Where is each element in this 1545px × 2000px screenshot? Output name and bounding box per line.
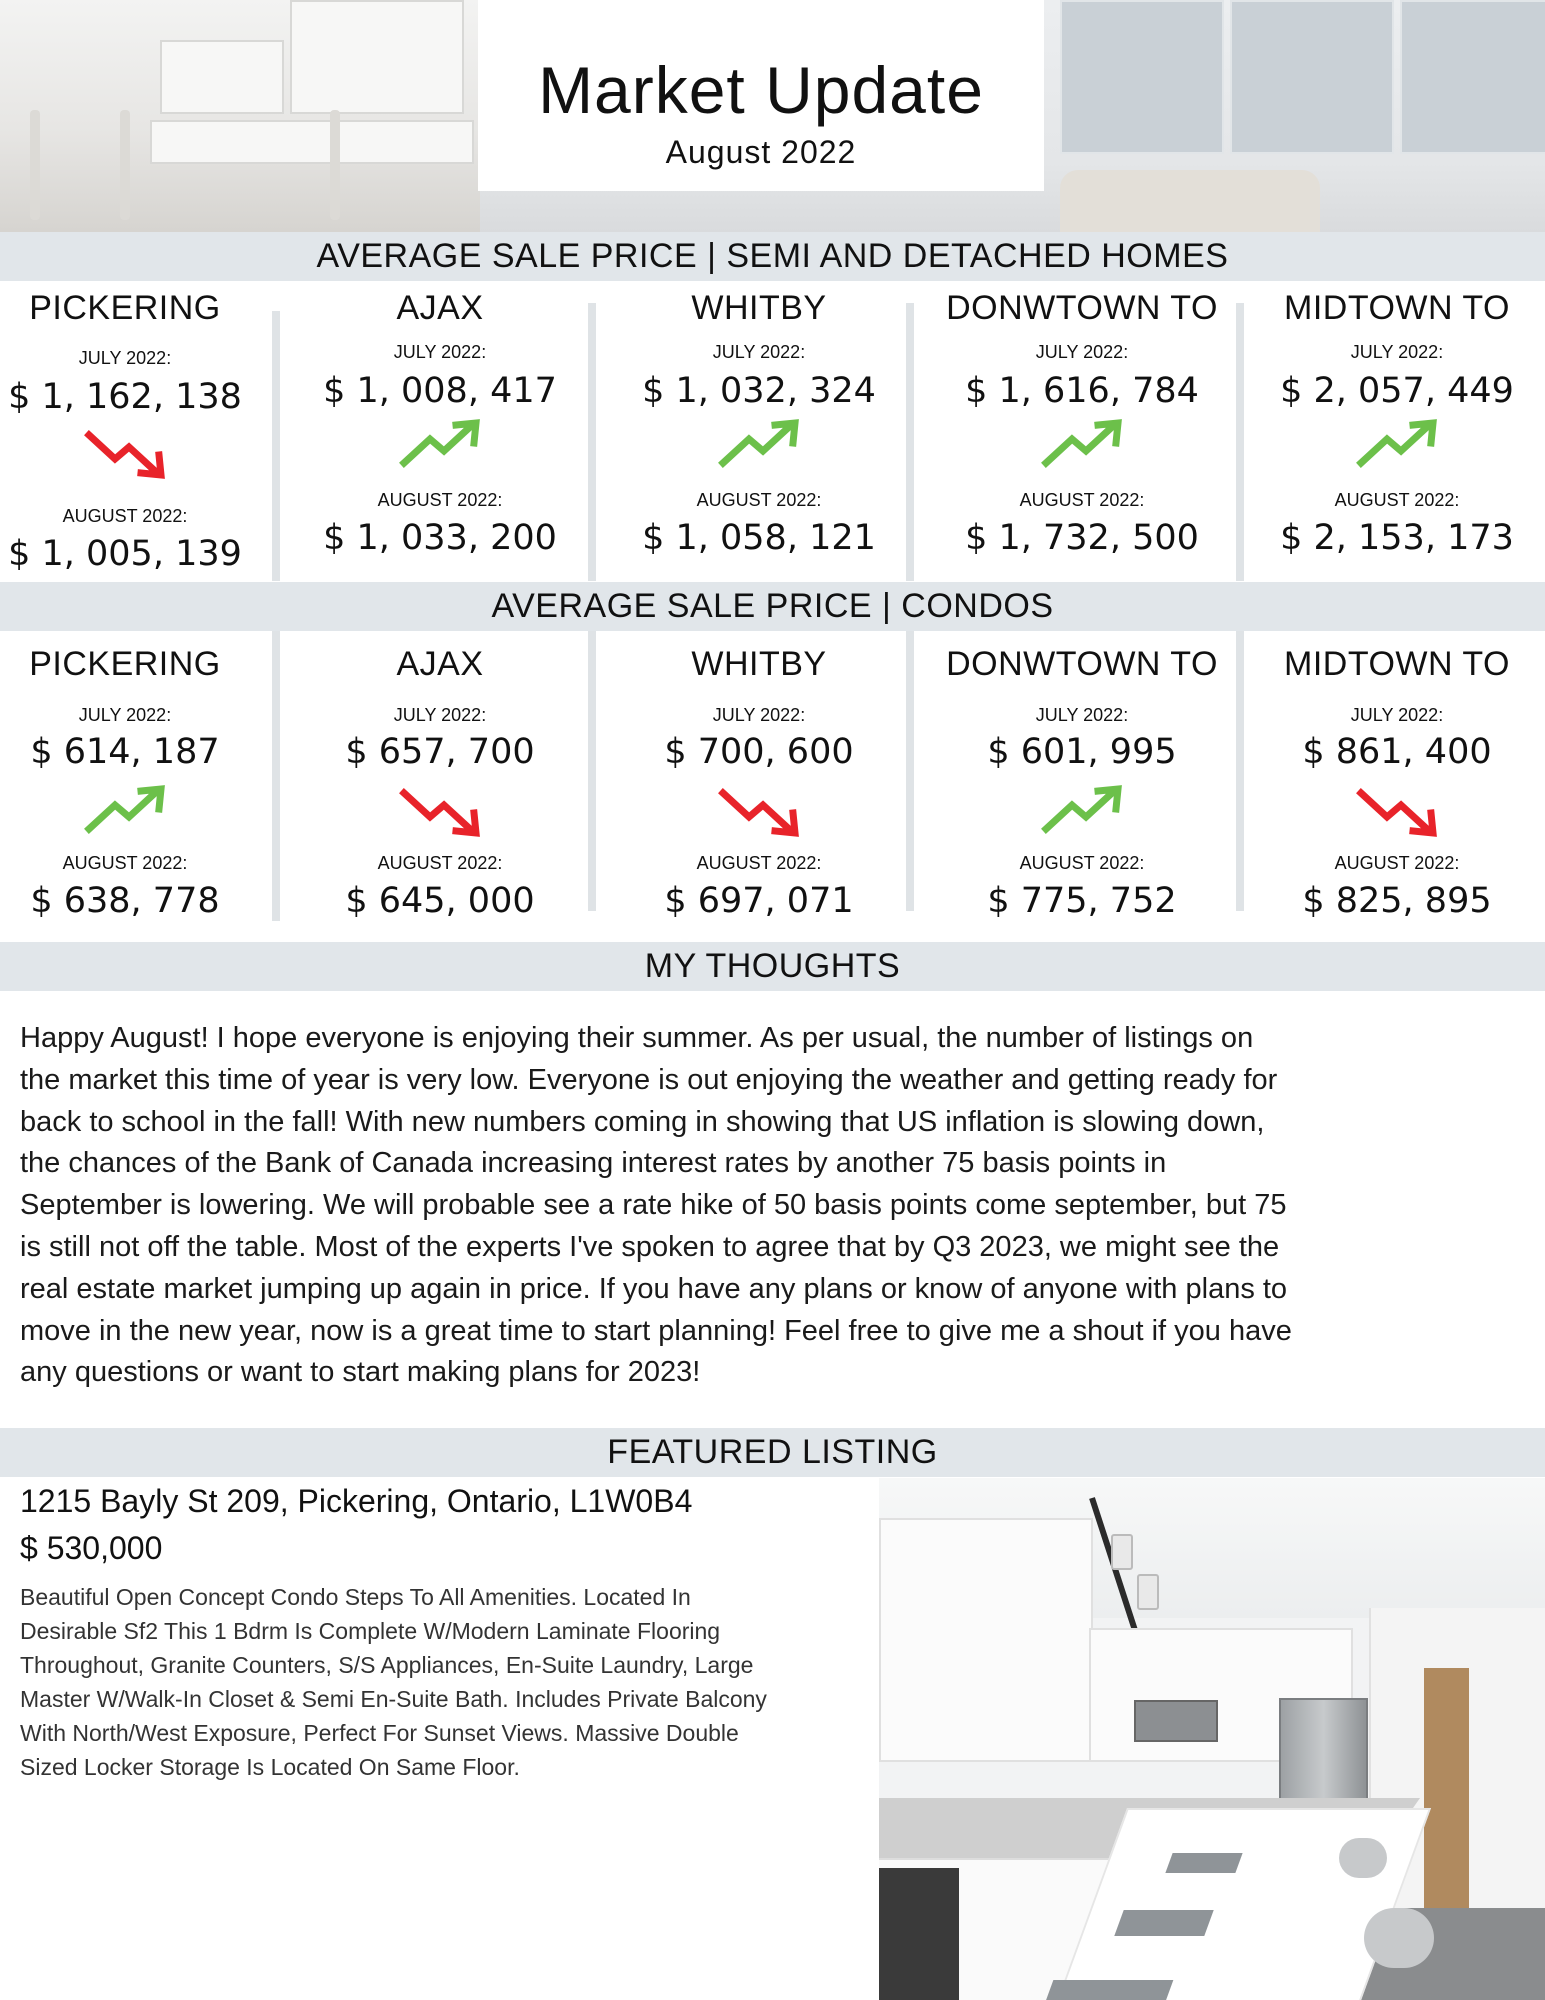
july-price: $ 1, 008, 417: [323, 371, 557, 411]
thoughts-line: real estate market jumping up again in price. If you have any plans or know of anyone with plans to: [20, 1272, 1288, 1305]
city-name: DONWTOWN TO: [946, 289, 1218, 327]
august-price: $ 825, 895: [1302, 881, 1492, 921]
background-wall-panel: [1230, 0, 1394, 154]
august-label: AUGUST 2022:: [1334, 853, 1460, 873]
listing-description-line: Sized Locker Storage Is Located On Same Floor.: [20, 1754, 520, 1780]
city-name: WHITBY: [691, 289, 827, 327]
page-title: Market Update: [538, 53, 984, 127]
photo-light-fixture: [1137, 1574, 1159, 1610]
august-price: $ 697, 071: [664, 881, 854, 921]
july-price: $ 601, 995: [987, 732, 1177, 772]
trend-down-arrow-icon: [396, 783, 484, 839]
listing-description-line: With North/West Exposure, Perfect For Sunset Views. Massive Double: [20, 1720, 739, 1746]
section-title-homes: AVERAGE SALE PRICE | SEMI AND DETACHED HOMES: [0, 232, 1545, 281]
august-label: AUGUST 2022:: [696, 853, 822, 873]
photo-stool: [1364, 1908, 1434, 1968]
photo-dishwasher: [879, 1868, 959, 2000]
august-price: $ 1, 058, 121: [642, 518, 876, 558]
thoughts-paragraph: [20, 1018, 1530, 1394]
july-label: JULY 2022:: [712, 342, 806, 362]
column-divider: [588, 631, 596, 911]
background-counter: [150, 120, 474, 164]
july-label: JULY 2022:: [1350, 705, 1444, 725]
listing-description-line: Throughout, Granite Counters, S/S Appliances, En-Suite Laundry, Large: [20, 1652, 754, 1678]
section-title-condos: AVERAGE SALE PRICE | CONDOS: [0, 582, 1545, 631]
august-label: AUGUST 2022:: [377, 853, 503, 873]
background-wall-panel: [1400, 0, 1545, 154]
condos-price-grid: [0, 631, 1545, 941]
july-label: JULY 2022:: [1035, 705, 1129, 725]
price-card-ajax: [285, 631, 595, 941]
listing-description-line: Beautiful Open Concept Condo Steps To All Amenities. Located In: [20, 1584, 691, 1610]
july-label: JULY 2022:: [1035, 342, 1129, 362]
photo-placemat: [1114, 1910, 1213, 1936]
august-price: $ 775, 752: [987, 881, 1177, 921]
thoughts-line: move in the new year, now is a great time to start planning! Feel free to give me a shout if you have: [20, 1314, 1292, 1347]
price-card-ajax: [285, 281, 595, 581]
august-price: $ 1, 005, 139: [8, 534, 242, 574]
price-card-donwtown-to: [922, 631, 1242, 941]
listing-price: $ 530,000: [20, 1530, 163, 1566]
august-label: AUGUST 2022:: [377, 490, 503, 510]
city-name: AJAX: [396, 645, 484, 683]
photo-door: [1424, 1668, 1469, 1928]
trend-up-arrow-icon: [81, 783, 169, 839]
price-card-midtown-to: [1249, 281, 1545, 581]
july-price: $ 2, 057, 449: [1280, 371, 1514, 411]
photo-light-fixture: [1111, 1534, 1133, 1570]
column-divider: [272, 631, 280, 921]
trend-up-arrow-icon: [1353, 417, 1441, 473]
thoughts-line: back to school in the fall! With new numbers coming in showing that US inflation is slowing down,: [20, 1105, 1265, 1138]
photo-upper-cabinets: [879, 1518, 1093, 1762]
background-sofa: [1060, 170, 1320, 232]
july-price: $ 614, 187: [30, 732, 220, 772]
august-price: $ 2, 153, 173: [1280, 518, 1514, 558]
price-card-whitby: [604, 631, 914, 941]
thoughts-line: September is lowering. We will probable see a rate hike of 50 basis points come september, but 75: [20, 1189, 1287, 1222]
background-stair-post: [330, 110, 340, 220]
thoughts-line: is still not off the table. Most of the experts I've spoken to agree that by Q3 2023, we might see the: [20, 1230, 1280, 1263]
price-card-pickering: [0, 281, 250, 581]
august-label: AUGUST 2022:: [1019, 853, 1145, 873]
july-price: $ 657, 700: [345, 732, 535, 772]
homes-price-grid: [0, 281, 1545, 581]
august-label: AUGUST 2022:: [1334, 490, 1460, 510]
thoughts-line: the chances of the Bank of Canada increasing interest rates by another 75 basis points in: [20, 1147, 1167, 1180]
august-label: AUGUST 2022:: [696, 490, 822, 510]
thoughts-line: any questions or want to start making plans for 2023!: [20, 1356, 701, 1389]
august-price: $ 1, 033, 200: [323, 518, 557, 558]
july-label: JULY 2022:: [78, 705, 172, 725]
price-card-whitby: [604, 281, 914, 581]
august-label: AUGUST 2022:: [62, 506, 188, 526]
page-subtitle: August 2022: [665, 134, 857, 170]
photo-stool: [1339, 1838, 1387, 1878]
background-cabinet: [160, 40, 284, 114]
city-name: AJAX: [396, 289, 484, 327]
column-divider: [906, 303, 914, 581]
trend-down-arrow-icon: [1353, 783, 1441, 839]
listing-photo: [879, 1478, 1545, 2000]
thoughts-line: Happy August! I hope everyone is enjoying their summer. As per usual, the number of listings on: [20, 1022, 1254, 1054]
column-divider: [272, 311, 280, 581]
photo-microwave: [1134, 1700, 1218, 1742]
thoughts-line: the market this time of year is very low. Everyone is out enjoying the weather and getting ready for: [20, 1063, 1278, 1096]
column-divider: [588, 303, 596, 581]
city-name: PICKERING: [29, 289, 221, 327]
july-price: $ 1, 032, 324: [642, 371, 876, 411]
july-label: JULY 2022:: [712, 705, 806, 725]
july-label: JULY 2022:: [1350, 342, 1444, 362]
section-title-featured: FEATURED LISTING: [0, 1428, 1545, 1477]
title-card: [478, 0, 1044, 191]
city-name: DONWTOWN TO: [946, 645, 1218, 683]
trend-down-arrow-icon: [715, 783, 803, 839]
july-price: $ 700, 600: [664, 732, 854, 772]
july-label: JULY 2022:: [393, 705, 487, 725]
july-price: $ 1, 162, 138: [8, 377, 242, 417]
listing-address: 1215 Bayly St 209, Pickering, Ontario, L1W0B4: [20, 1483, 693, 1519]
price-card-donwtown-to: [922, 281, 1242, 581]
listing-description-line: Master W/Walk-In Closet & Semi En-Suite Bath. Includes Private Balcony: [20, 1686, 767, 1712]
trend-down-arrow-icon: [81, 425, 169, 481]
price-card-pickering: [0, 631, 250, 941]
background-wall-panel: [1060, 0, 1224, 154]
background-cabinet: [290, 0, 464, 114]
trend-up-arrow-icon: [396, 417, 484, 473]
july-price: $ 1, 616, 784: [965, 371, 1199, 411]
august-price: $ 1, 732, 500: [965, 518, 1199, 558]
city-name: WHITBY: [691, 645, 827, 683]
city-name: PICKERING: [29, 645, 221, 683]
listing-description: [20, 1580, 870, 1784]
july-price: $ 861, 400: [1302, 732, 1492, 772]
august-label: AUGUST 2022:: [62, 853, 188, 873]
august-price: $ 638, 778: [30, 881, 220, 921]
city-name: MIDTOWN TO: [1284, 645, 1510, 683]
photo-placemat: [1165, 1853, 1242, 1873]
city-name: MIDTOWN TO: [1284, 289, 1510, 327]
august-label: AUGUST 2022:: [1019, 490, 1145, 510]
column-divider: [1236, 303, 1244, 581]
background-chair: [120, 110, 130, 220]
price-card-midtown-to: [1249, 631, 1545, 941]
photo-placemat: [1045, 1980, 1174, 2000]
column-divider: [1236, 631, 1244, 911]
trend-up-arrow-icon: [1038, 417, 1126, 473]
july-label: JULY 2022:: [393, 342, 487, 362]
august-price: $ 645, 000: [345, 881, 535, 921]
background-chair: [30, 110, 40, 220]
july-label: JULY 2022:: [78, 348, 172, 368]
trend-up-arrow-icon: [715, 417, 803, 473]
section-title-thoughts: MY THOUGHTS: [0, 942, 1545, 991]
trend-up-arrow-icon: [1038, 783, 1126, 839]
column-divider: [906, 631, 914, 911]
listing-description-line: Desirable Sf2 This 1 Bdrm Is Complete W/Modern Laminate Flooring: [20, 1618, 721, 1644]
